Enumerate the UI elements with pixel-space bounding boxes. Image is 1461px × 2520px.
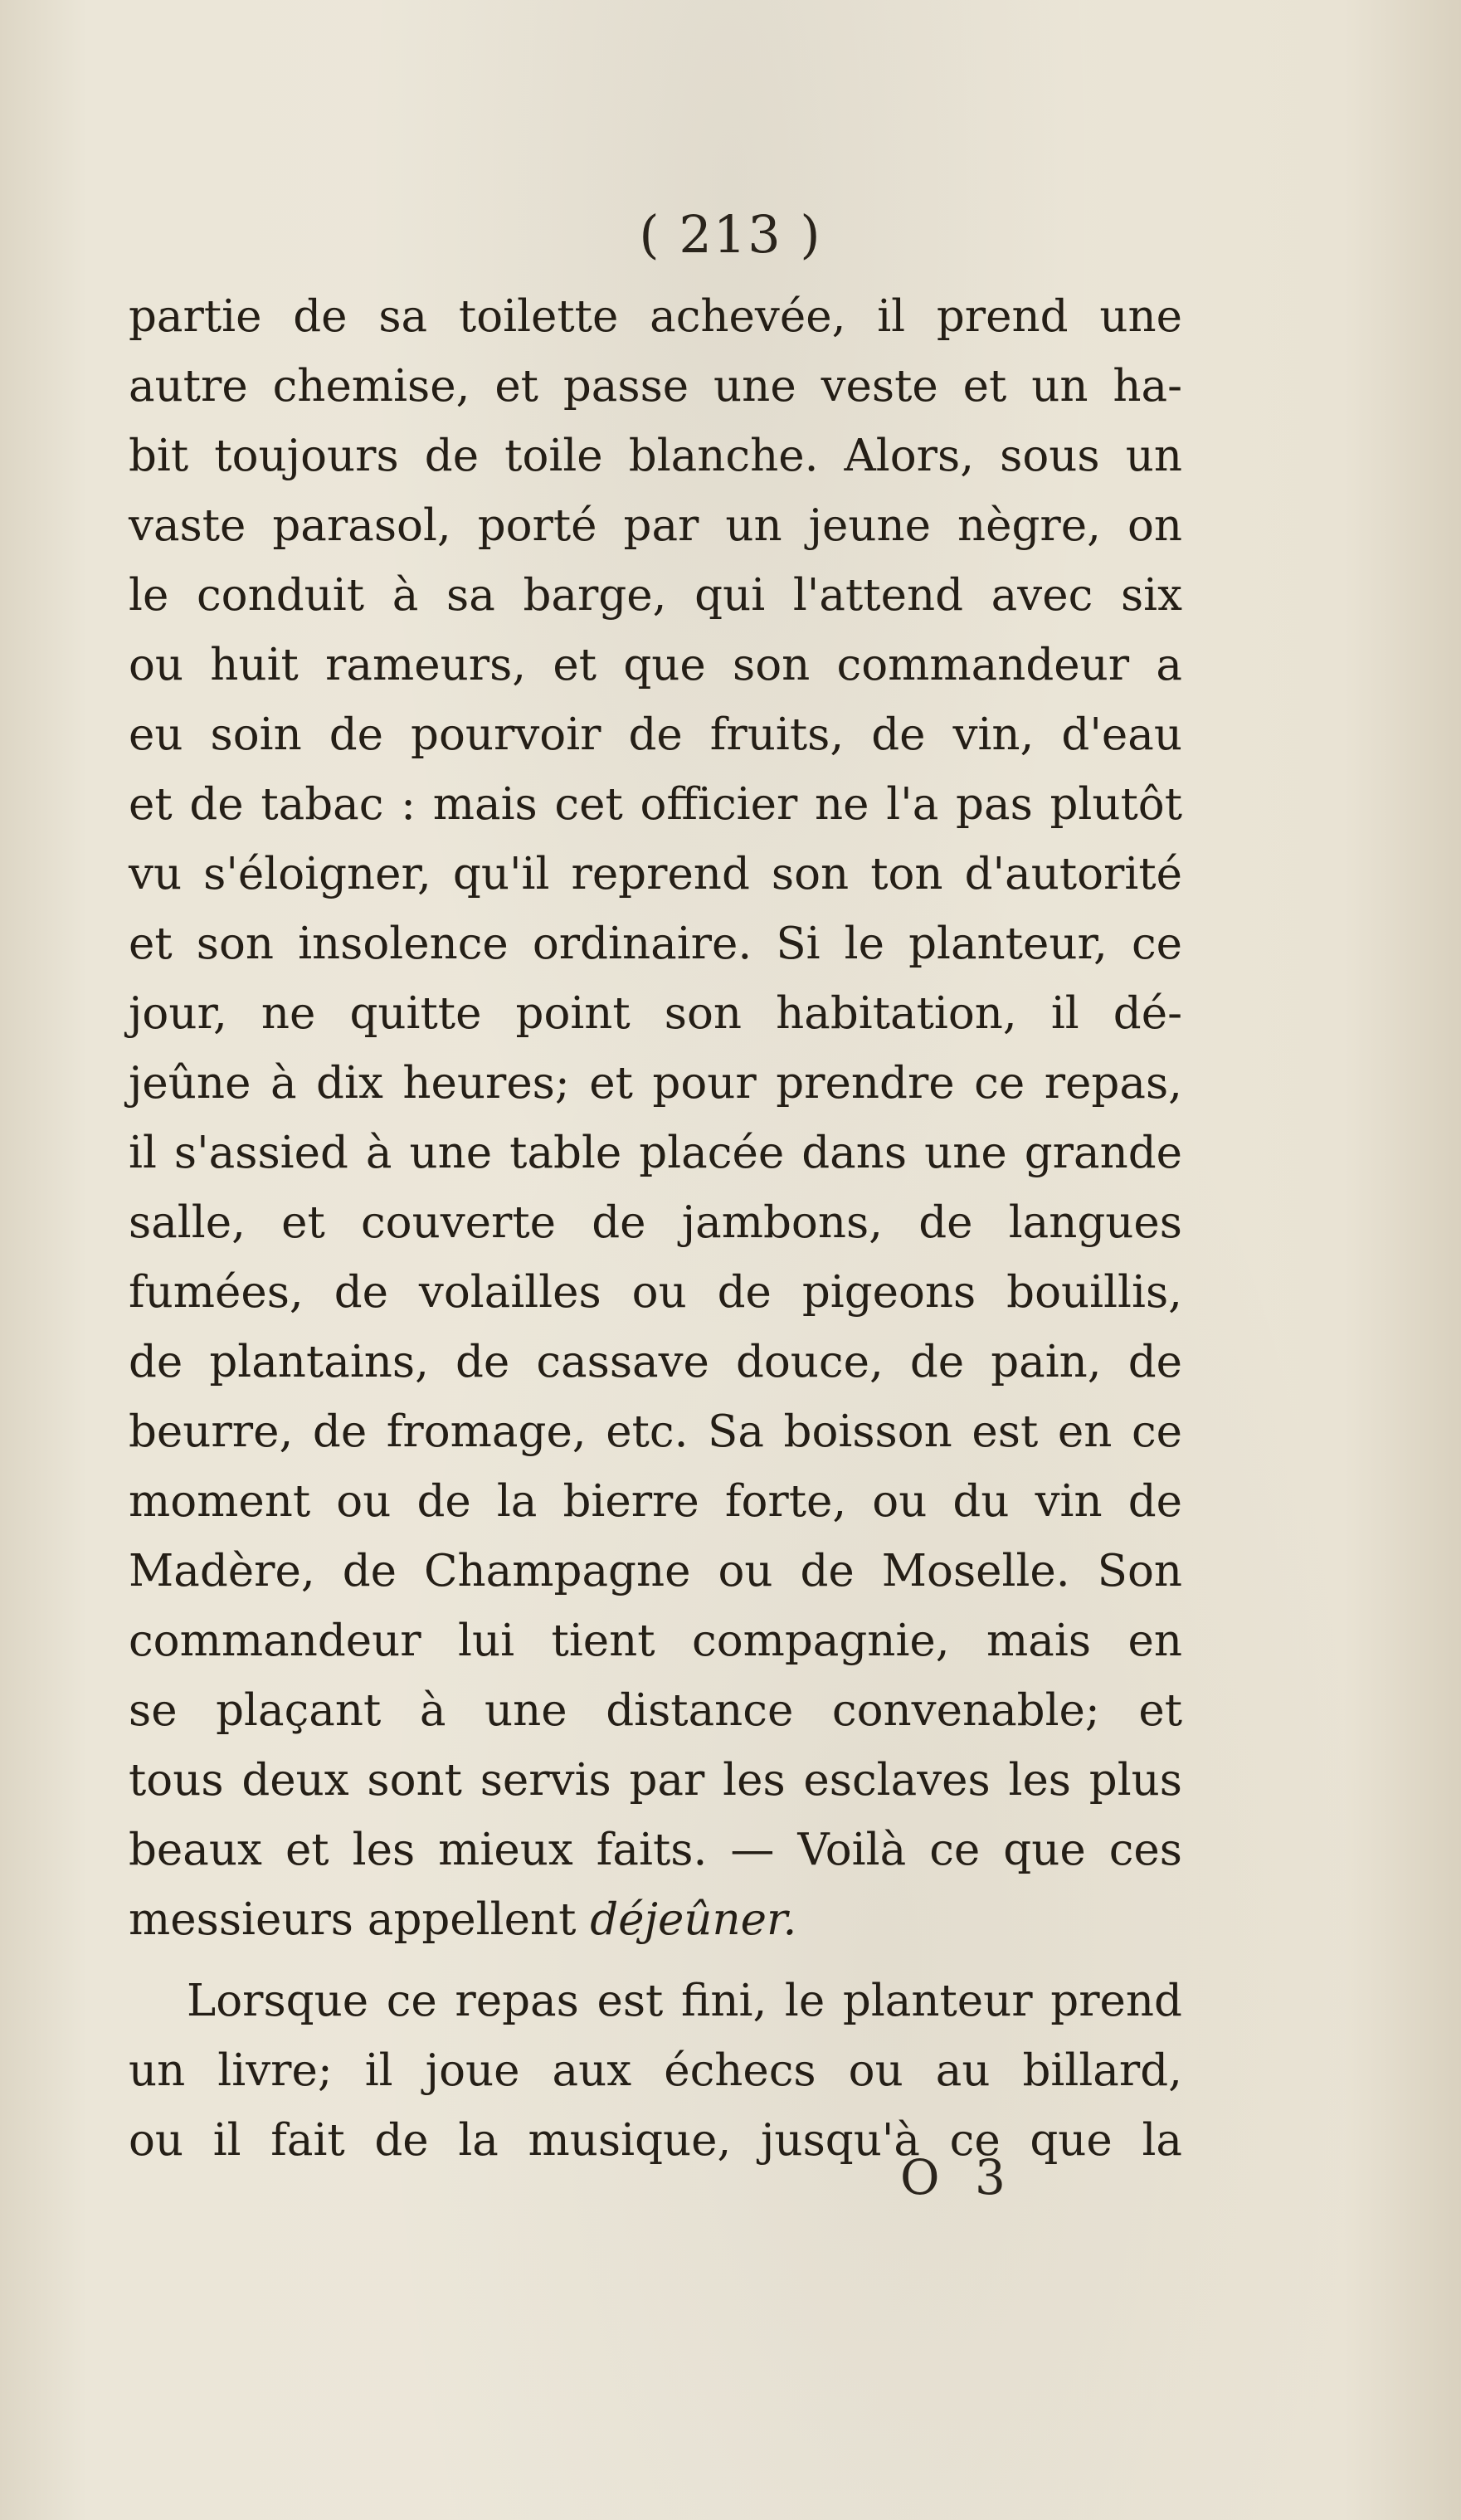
text-line: eu soin de pourvoir de fruits, de vin, d'eau: [129, 709, 1182, 760]
text-line: ou il fait de la musique, jusqu'à ce que la: [129, 2115, 1182, 2166]
text-line-prefix: messieurs appellent: [129, 1894, 591, 1945]
text-line-final: [129, 1885, 1182, 1955]
text-line: vaste parasol, porté par un jeune nègre, on: [129, 500, 1182, 551]
paragraph-2: [129, 1967, 1182, 2176]
text-line: et de tabac : mais cet officier ne l'a pas plutôt: [129, 779, 1182, 830]
text-line: jour, ne quitte point son habitation, il dé-: [129, 988, 1182, 1039]
text-line: salle, et couverte de jambons, de langues: [129, 1197, 1182, 1248]
text-line: et son insolence ordinaire. Si le planteur, ce: [129, 919, 1182, 969]
text-line: tous deux sont servis par les esclaves les plus: [129, 1755, 1182, 1806]
text-line: il s'assied à une table placée dans une grande: [129, 1128, 1182, 1178]
paragraph-1: [129, 282, 1182, 1955]
text-line: ou huit rameurs, et que son commandeur a: [129, 640, 1182, 690]
text-line: beurre, de fromage, etc. Sa boisson est en ce: [129, 1406, 1182, 1457]
italic-word: déjeûner.: [590, 1894, 797, 1945]
text-line: fumées, de volailles ou de pigeons bouillis,: [129, 1267, 1182, 1318]
text-line: beaux et les mieux faits. — Voilà ce que ces: [129, 1825, 1182, 1875]
text-line: vu s'éloigner, qu'il reprend son ton d'autorité: [129, 849, 1182, 899]
text-line: se plaçant à une distance convenable; et: [129, 1685, 1182, 1736]
text-line: partie de sa toilette achevée, il prend une: [129, 291, 1182, 342]
text-line: bit toujours de toile blanche. Alors, sous un: [129, 431, 1182, 481]
page-number: ( 213 ): [639, 204, 822, 265]
signature-mark: O 3: [900, 2149, 1015, 2206]
text-line: Lorsque ce repas est fini, le planteur prend: [187, 1976, 1182, 2026]
text-line: moment ou de la bierre forte, ou du vin de: [129, 1476, 1182, 1527]
text-line: un livre; il joue aux échecs ou au billard,: [129, 2045, 1182, 2096]
text-line: Madère, de Champagne ou de Moselle. Son: [129, 1546, 1182, 1596]
text-line: autre chemise, et passe une veste et un ha-: [129, 361, 1182, 412]
body-text: [129, 282, 1182, 2176]
text-line: commandeur lui tient compagnie, mais en: [129, 1616, 1182, 1666]
text-line: le conduit à sa barge, qui l'attend avec six: [129, 570, 1182, 621]
text-line: jeûne à dix heures; et pour prendre ce repas,: [129, 1058, 1182, 1109]
text-line: de plantains, de cassave douce, de pain, de: [129, 1337, 1182, 1387]
